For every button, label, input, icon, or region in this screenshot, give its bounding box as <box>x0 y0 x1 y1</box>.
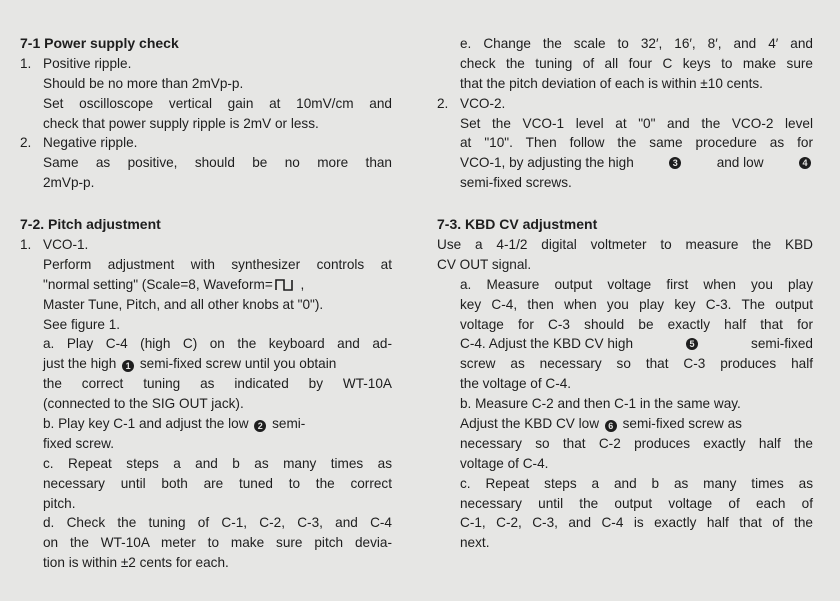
right-column <box>437 34 813 553</box>
text-line: that the pitch deviation of each is within ±10 cents. <box>460 75 763 91</box>
text-line: c. Repeat steps a and b as many times as <box>43 455 392 471</box>
text-line: tion is within ±2 cents for each. <box>43 555 229 571</box>
text-line: necessary until both are tuned to the correct <box>43 475 392 491</box>
list-item-vco2 <box>437 94 813 114</box>
marker-4-icon: 4 <box>799 157 811 169</box>
text-line: fixed screw. <box>43 435 115 451</box>
text-line <box>20 275 392 295</box>
section-heading-power-supply: 7-1 Power supply check <box>20 35 179 51</box>
text-line: at "10". Then follow the same procedure as for <box>460 135 813 151</box>
text-line: Perform adjustment with synthesizer controls at <box>43 256 392 272</box>
text-line: e. Change the scale to 32′, 16′, 8′, and 4′ and <box>460 36 813 51</box>
text-line: Use a 4-1/2 digital voltmeter to measure the KBD <box>437 237 813 253</box>
text-line: Same as positive, should be no more than <box>43 155 392 171</box>
text-line <box>437 414 813 434</box>
list-item-positive-ripple <box>20 54 392 74</box>
text-span: just the high <box>43 356 117 372</box>
item-title: VCO-2. <box>460 95 506 111</box>
text-line <box>437 334 813 354</box>
text-line: d. Check the tuning of C-1, C-2, C-3, and C-4 <box>43 515 392 531</box>
text-line: See figure 1. <box>43 316 121 332</box>
text-line: the correct tuning as indicated by WT-10A <box>43 376 392 392</box>
text-span: semi- <box>272 416 306 432</box>
list-item-negative-ripple <box>20 133 392 153</box>
left-column <box>20 34 392 573</box>
item-number: 1. <box>20 55 32 71</box>
text-line: voltage for C-3 should be exactly half that for <box>460 316 813 332</box>
text-span: C-4. Adjust the KBD CV high <box>460 336 634 352</box>
text-span: VCO-1, by adjusting the high <box>460 155 634 171</box>
text-line: Master Tune, Pitch, and all other knobs at "0"). <box>43 296 324 312</box>
text-line: 2mVp-p. <box>43 175 95 191</box>
text-span: and low <box>716 155 764 171</box>
text-line: (connected to the SIG OUT jack). <box>43 396 244 412</box>
text-line: a. Play C-4 (high C) on the keyboard and ad- <box>43 336 392 352</box>
text-line: b. Measure C-2 and then C-1 in the same way. <box>460 396 741 412</box>
text-line: the voltage of C-4. <box>460 376 572 392</box>
text-line: check the tuning of all four C keys to make sure <box>460 55 813 71</box>
marker-6-icon: 6 <box>605 420 617 432</box>
item-title: Negative ripple. <box>43 135 138 151</box>
item-number: 1. <box>20 237 32 253</box>
list-item-vco1 <box>20 235 392 255</box>
item-title: Positive ripple. <box>43 55 132 71</box>
marker-1-icon: 1 <box>122 360 134 372</box>
text-line: C-1, C-2, C-3, and C-4 is exactly half that of the <box>460 515 813 531</box>
text-span: b. Play key C-1 and adjust the low <box>43 416 249 432</box>
text-line: next. <box>460 535 490 551</box>
marker-2-icon: 2 <box>254 420 266 432</box>
text-line <box>20 414 392 434</box>
text-line: a. Measure output voltage first when you play <box>460 276 813 292</box>
marker-3-icon: 3 <box>669 157 681 169</box>
item-number: 2. <box>437 95 449 111</box>
text-line: Should be no more than 2mVp-p. <box>43 75 244 91</box>
text-span: "normal setting" (Scale=8, Waveform= <box>43 276 273 292</box>
text-line: on the WT-10A meter to make sure pitch devia- <box>43 535 392 551</box>
text-span: semi-fixed screw until you obtain <box>139 356 337 372</box>
section-heading-pitch-adjustment: 7-2. Pitch adjustment <box>20 216 161 233</box>
text-line: screw as necessary so that C-3 produces half <box>460 356 813 372</box>
text-line: c. Repeat steps a and b as many times as <box>460 475 813 491</box>
text-line: Set oscilloscope vertical gain at 10mV/cm and <box>43 95 392 111</box>
text-line: check that power supply ripple is 2mV or less. <box>43 115 319 131</box>
text-line: necessary until the output voltage of each of <box>460 495 813 511</box>
pulse-wave-icon <box>275 278 295 291</box>
text-line: key C-4, then when you play key C-3. The output <box>460 296 813 312</box>
text-line: CV OUT signal. <box>437 256 532 272</box>
text-span: semi-fixed screw as <box>622 416 742 432</box>
marker-5-icon: 5 <box>686 338 698 350</box>
item-title: VCO-1. <box>43 237 89 253</box>
text-line <box>20 354 392 374</box>
text-span: Adjust the KBD CV low <box>460 416 600 432</box>
text-span: semi-fixed <box>751 336 813 352</box>
section-heading-kbd-cv: 7-3. KBD CV adjustment <box>437 216 598 233</box>
text-line: necessary so that C-2 produces exactly half the <box>460 435 813 451</box>
text-line: Set the VCO-1 level at "0" and the VCO-2 level <box>460 115 813 131</box>
item-number: 2. <box>20 135 32 151</box>
text-span: , <box>296 276 305 292</box>
text-line: voltage of C-4. <box>460 455 549 471</box>
text-line: pitch. <box>43 495 76 511</box>
text-line: semi-fixed screws. <box>460 175 572 191</box>
text-line <box>437 153 813 173</box>
